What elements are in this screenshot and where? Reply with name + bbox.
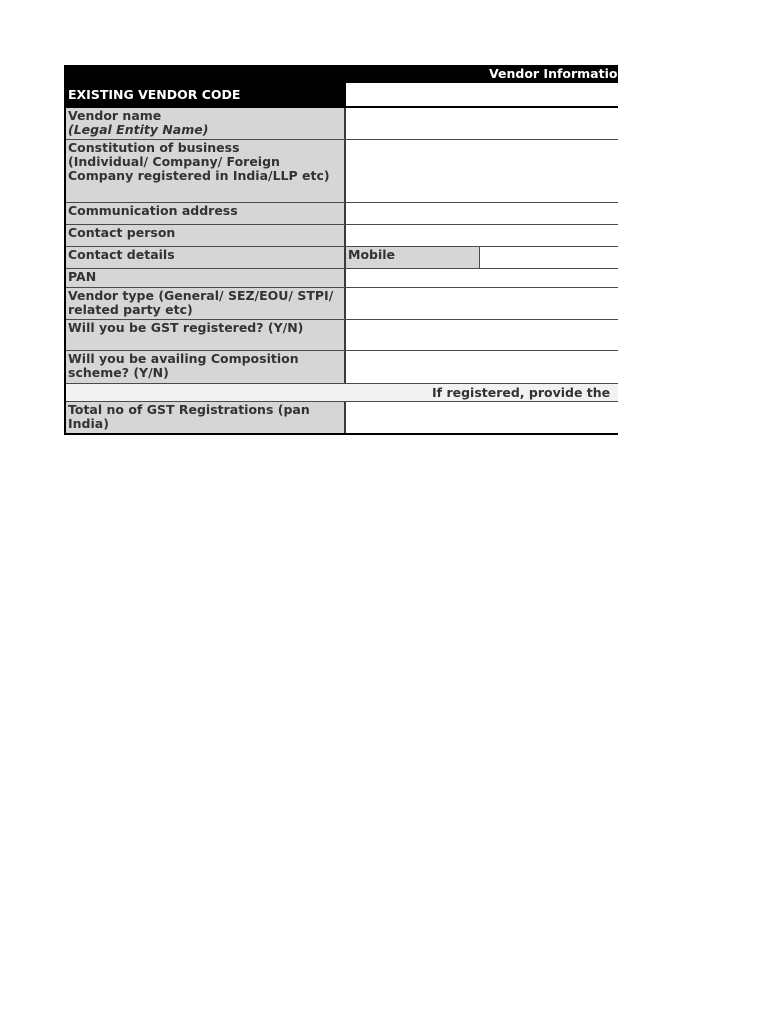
vendor-type-label-cell [66,288,346,319]
vendor-name-label: Vendor name [68,108,162,123]
vendor-type-label-line: related party etc) [68,302,193,317]
vendor-name-row [66,108,618,140]
mobile-label: Mobile [346,247,480,268]
composition-label-line: scheme? (Y/N) [68,365,169,380]
vendor-type-field[interactable] [346,288,618,319]
communication-address-label: Communication address [66,203,346,224]
gst-registered-row [66,320,618,351]
contact-person-label: Contact person [66,225,346,246]
vendor-name-sublabel: (Legal Entity Name) [68,122,209,137]
pan-row [66,269,618,288]
registered-note: If registered, provide the [66,384,618,402]
vendor-name-label-cell [66,108,346,139]
constitution-label-line: Company registered in India/LLP etc) [68,168,330,183]
total-gst-label-line: Total no of GST Registrations (pan [68,402,310,417]
contact-person-field[interactable] [346,225,618,246]
mobile-field[interactable] [480,247,618,268]
total-gst-label-line: India) [68,416,109,431]
contact-person-row [66,225,618,247]
vendor-type-row [66,288,618,320]
gst-registered-label: Will you be GST registered? (Y/N) [66,320,346,350]
composition-label-cell [66,351,346,383]
existing-vendor-code-field[interactable] [346,83,618,106]
existing-vendor-code-row [66,83,618,108]
constitution-label-line: (Individual/ Company/ Foreign [68,154,280,169]
composition-scheme-field[interactable] [346,351,618,383]
form-banner-title: Vendor Informatio [66,65,618,83]
vendor-name-field[interactable] [346,108,618,139]
communication-address-field[interactable] [346,203,618,224]
pan-field[interactable] [346,269,618,287]
constitution-label-cell [66,140,346,202]
composition-label-line: Will you be availing Composition [68,351,299,366]
contact-details-row [66,247,618,269]
composition-scheme-row [66,351,618,384]
vendor-information-form [64,65,618,435]
constitution-row [66,140,618,203]
total-gst-registrations-field[interactable] [346,402,618,433]
gst-registered-field[interactable] [346,320,618,350]
contact-details-label: Contact details [66,247,346,268]
total-gst-label-cell [66,402,346,433]
constitution-label-line: Constitution of business [68,140,240,155]
existing-vendor-code-label: EXISTING VENDOR CODE [66,83,346,106]
pan-label: PAN [66,269,346,287]
constitution-field[interactable] [346,140,618,202]
vendor-type-label-line: Vendor type (General/ SEZ/EOU/ STPI/ [68,288,334,303]
total-gst-registrations-row [66,402,618,435]
communication-address-row [66,203,618,225]
